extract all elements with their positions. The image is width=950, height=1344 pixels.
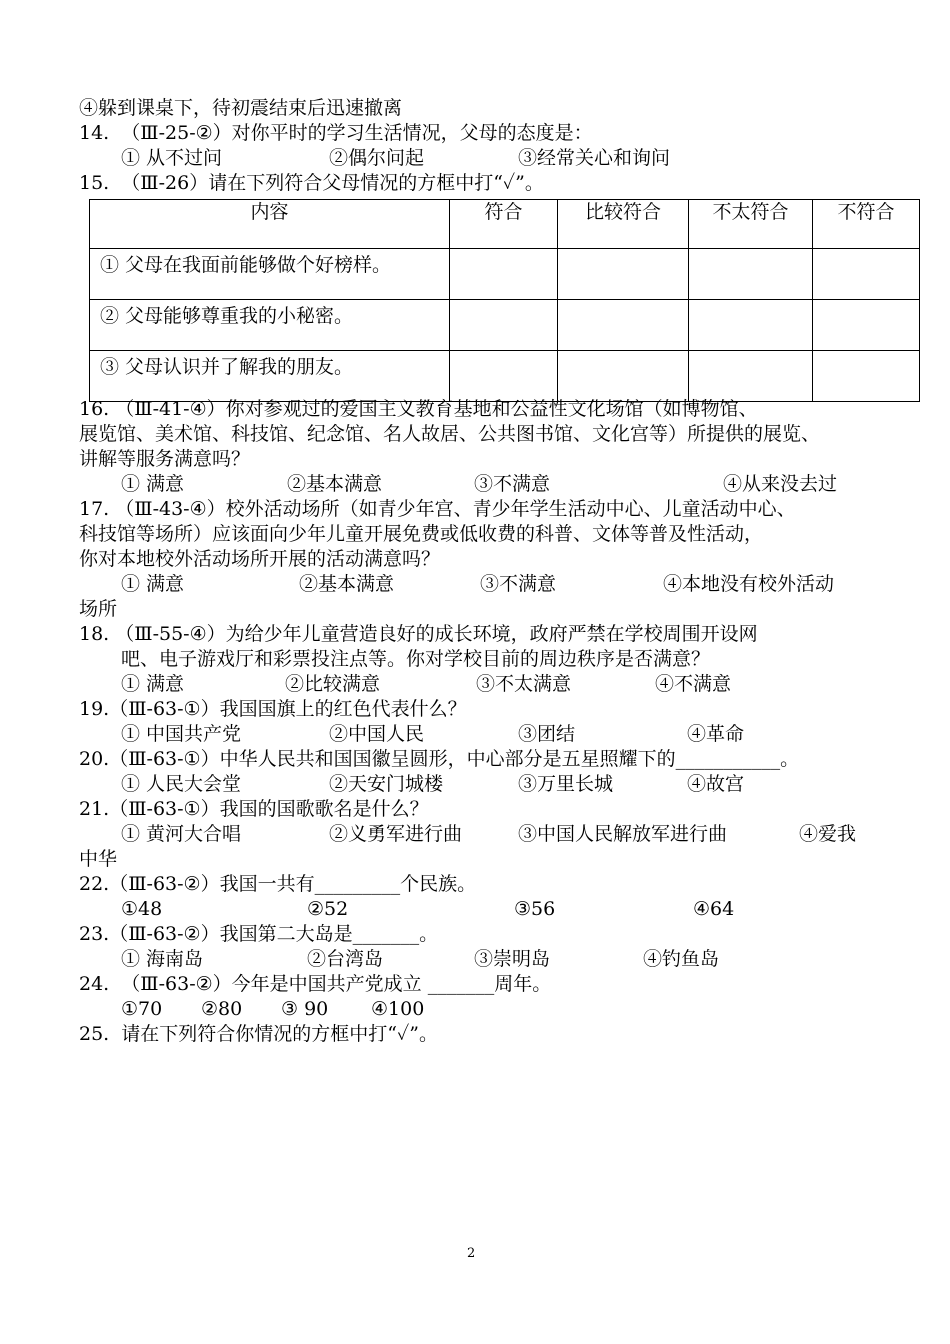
checkbox-cell[interactable] bbox=[813, 300, 920, 351]
checkbox-cell[interactable] bbox=[689, 351, 813, 402]
table-header-row bbox=[90, 200, 920, 249]
q21-option-2: ②义勇军进行曲 bbox=[329, 823, 463, 845]
question-17-cont: 科技馆等场所）应该面向少年儿童开展免费或低收费的科普、文体等普及性活动， bbox=[79, 523, 764, 545]
q19-option-3: ③团结 bbox=[518, 723, 576, 745]
q21-option-1: ① 黄河大合唱 bbox=[121, 823, 242, 845]
q17-option-4: ④本地没有校外活动 bbox=[663, 573, 835, 595]
q17-option-3: ③不满意 bbox=[480, 573, 557, 595]
q21-option-4: ④爱我 bbox=[799, 823, 857, 845]
q22-option-4: ④64 bbox=[693, 898, 735, 920]
q19-option-1: ① 中国共产党 bbox=[121, 723, 242, 745]
header-content: 内容 bbox=[90, 200, 450, 249]
q17-option-1: ① 满意 bbox=[121, 573, 185, 595]
parent-survey-table bbox=[89, 199, 920, 402]
q20-option-2: ②天安门城楼 bbox=[329, 773, 444, 795]
q18-option-2: ②比较满意 bbox=[285, 673, 381, 695]
question-17-cont: 你对本地校外活动场所开展的活动满意吗？ bbox=[79, 548, 441, 570]
header-fairly-match: 比较符合 bbox=[558, 200, 689, 249]
header-not-match: 不符合 bbox=[813, 200, 920, 249]
header-match: 符合 bbox=[450, 200, 558, 249]
question-15: 15. （Ⅲ-26）请在下列符合父母情况的方框中打“✓”。 bbox=[79, 172, 544, 194]
q17-option-2: ②基本满意 bbox=[299, 573, 395, 595]
question-17: 17. （Ⅲ-43-④）校外活动场所（如青少年宫、青少年学生活动中心、儿童活动中心、 bbox=[79, 498, 796, 520]
checkbox-cell[interactable] bbox=[558, 249, 689, 300]
q23-option-3: ③崇明岛 bbox=[474, 948, 551, 970]
q18-option-3: ③不太满意 bbox=[476, 673, 572, 695]
question-23: 23.（Ⅲ-63-②）我国第二大岛是_______。 bbox=[79, 923, 439, 945]
q20-option-3: ③万里长城 bbox=[518, 773, 614, 795]
q19-option-2: ②中国人民 bbox=[329, 723, 425, 745]
checkbox-cell[interactable] bbox=[813, 249, 920, 300]
q20-option-1: ① 人民大会堂 bbox=[121, 773, 242, 795]
q14-option-3: ③经常关心和询问 bbox=[518, 147, 671, 169]
question-20: 20.（Ⅲ-63-①）中华人民共和国国徽呈圆形，中心部分是五星照耀下的___________。 bbox=[79, 748, 800, 770]
question-24: 24. （Ⅲ-63-②）今年是中国共产党成立 _______周年。 bbox=[79, 973, 552, 995]
page-number: 2 bbox=[467, 1246, 476, 1261]
q23-option-1: ① 海南岛 bbox=[121, 948, 204, 970]
question-16: 16. （Ⅲ-41-④）你对参观过的爱国主义教育基地和公益性文化场馆（如博物馆、 bbox=[79, 398, 758, 420]
question-22: 22.（Ⅲ-63-②）我国一共有_________个民族。 bbox=[79, 873, 477, 895]
checkbox-cell[interactable] bbox=[450, 351, 558, 402]
q16-option-2: ②基本满意 bbox=[287, 473, 383, 495]
question-21: 21.（Ⅲ-63-①）我国的国歌歌名是什么？ bbox=[79, 798, 429, 820]
q14-option-2: ②偶尔问起 bbox=[329, 147, 425, 169]
q23-option-4: ④钓鱼岛 bbox=[643, 948, 720, 970]
checkbox-cell[interactable] bbox=[558, 300, 689, 351]
table-row bbox=[90, 351, 920, 402]
q16-option-3: ③不满意 bbox=[474, 473, 551, 495]
header-not-quite-match: 不太符合 bbox=[689, 200, 813, 249]
question-16-cont: 讲解等服务满意吗？ bbox=[79, 448, 251, 470]
table-row bbox=[90, 249, 920, 300]
q24-option-4: ④100 bbox=[371, 998, 425, 1020]
question-16-cont: 展览馆、美术馆、科技馆、纪念馆、名人故居、公共图书馆、文化宫等）所提供的展览、 bbox=[79, 423, 821, 445]
q16-option-4: ④从来没去过 bbox=[723, 473, 838, 495]
checkbox-cell[interactable] bbox=[450, 300, 558, 351]
question-18-cont: 吧、电子游戏厅和彩票投注点等。你对学校目前的周边秩序是否满意？ bbox=[121, 648, 711, 670]
checkbox-cell[interactable] bbox=[689, 249, 813, 300]
q18-option-1: ① 满意 bbox=[121, 673, 185, 695]
q22-option-2: ②52 bbox=[307, 898, 349, 920]
q24-option-3: ③ 90 bbox=[281, 998, 329, 1020]
table-row-label: ① 父母在我面前能够做个好榜样。 bbox=[90, 249, 450, 300]
q18-option-4: ④不满意 bbox=[655, 673, 732, 695]
q14-option-1: ① 从不过问 bbox=[121, 147, 223, 169]
q22-option-1: ①48 bbox=[121, 898, 163, 920]
table-row-label: ③ 父母认识并了解我的朋友。 bbox=[90, 351, 450, 402]
table-row-label: ② 父母能够尊重我的小秘密。 bbox=[90, 300, 450, 351]
question-19: 19.（Ⅲ-63-①）我国国旗上的红色代表什么？ bbox=[79, 698, 467, 720]
q16-option-1: ① 满意 bbox=[121, 473, 185, 495]
table-row bbox=[90, 300, 920, 351]
checkbox-cell[interactable] bbox=[558, 351, 689, 402]
q24-option-1: ①70 bbox=[121, 998, 163, 1020]
text-line: ④躲到课桌下，待初震结束后迅速撤离 bbox=[79, 97, 403, 119]
checkbox-cell[interactable] bbox=[450, 249, 558, 300]
checkbox-cell[interactable] bbox=[689, 300, 813, 351]
question-25: 25. 请在下列符合你情况的方框中打“✓”。 bbox=[79, 1023, 438, 1045]
q19-option-4: ④革命 bbox=[687, 723, 745, 745]
question-14: 14. （Ⅲ-25-②）对你平时的学习生活情况，父母的态度是： bbox=[79, 122, 593, 144]
question-18: 18. （Ⅲ-55-④）为给少年儿童营造良好的成长环境，政府严禁在学校周围开设网 bbox=[79, 623, 758, 645]
question-21-cont: 中华 bbox=[79, 848, 118, 870]
q23-option-2: ②台湾岛 bbox=[307, 948, 384, 970]
q24-option-2: ②80 bbox=[201, 998, 243, 1020]
checkbox-cell[interactable] bbox=[813, 351, 920, 402]
q22-option-3: ③56 bbox=[514, 898, 556, 920]
question-17-cont: 场所 bbox=[79, 598, 118, 620]
q21-option-3: ③中国人民解放军进行曲 bbox=[518, 823, 728, 845]
q20-option-4: ④故宫 bbox=[687, 773, 745, 795]
